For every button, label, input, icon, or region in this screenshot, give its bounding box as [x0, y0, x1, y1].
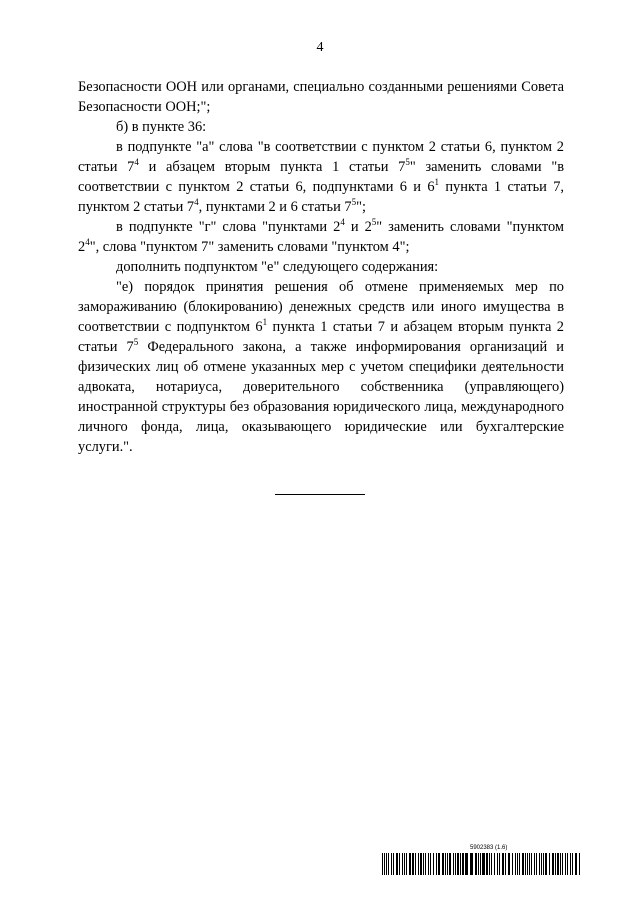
- paragraph: [78, 217, 564, 257]
- paragraph-text: ";: [356, 199, 366, 215]
- barcode-icon: [382, 853, 580, 875]
- barcode-number: 5902383 (1.6): [470, 845, 508, 851]
- superscript: 5: [405, 157, 410, 167]
- superscript: 5: [133, 337, 139, 347]
- paragraph-text: Федерального закона, а также информирования организаций и физических лиц об отмене указанных мер с учетом специфики деятельности адвоката, нотариуса, доверительного собственника (управляющего) иностранной структуры без образования юридического лица, международного личного фонда, лица, оказывающего юридические или бухгалтерские услуги.".: [78, 339, 564, 455]
- paragraph: [78, 257, 564, 277]
- paragraph-text: пункта 1 статьи 7, пунктом 2 статьи 7: [78, 179, 564, 215]
- paragraph: [78, 137, 564, 217]
- superscript: 4: [340, 217, 345, 227]
- document-body: [78, 77, 564, 457]
- page-number: 4: [316, 40, 324, 55]
- superscript: 1: [262, 317, 268, 327]
- paragraph-text: " заменить словами "пунктом 2: [78, 219, 565, 255]
- paragraph-text: и 2: [344, 219, 372, 235]
- paragraph-text: Безопасности ООН или органами, специально созданными решениями Совета Безопасности ООН;";: [78, 79, 564, 115]
- superscript: 4: [85, 237, 90, 247]
- paragraph-text: и абзацем вторым пункта 1 статьи 7: [138, 159, 406, 175]
- superscript: 1: [434, 177, 440, 187]
- end-divider-line: [275, 494, 365, 495]
- paragraph-text: пункта 1 статьи 7 и абзацем вторым пункта 2 статьи 7: [78, 319, 564, 355]
- paragraph-text: "е) порядок принятия решения об отмене применяемых мер по замораживанию (блокированию) денежных средств или иного имущества в соответствии с подпунктом 6: [78, 279, 564, 335]
- paragraph-text: дополнить подпунктом "е" следующего содержания:: [116, 259, 439, 275]
- paragraph-text: ", слова "пунктом 7" заменить словами "пунктом 4";: [89, 239, 410, 255]
- paragraph: [78, 77, 564, 117]
- paragraph-text: в подпункте "а" слова "в соответствии с пунктом 2 статьи 6, пунктом 2 статьи 7: [78, 139, 564, 175]
- paragraph-text: б) в пункте 36:: [116, 119, 207, 135]
- paragraph-text: , пунктами 2 и 6 статьи 7: [198, 199, 352, 215]
- paragraph: [78, 277, 564, 457]
- paragraph: [78, 117, 564, 137]
- superscript: 5: [351, 197, 357, 207]
- paragraph-text: в подпункте "г" слова "пунктами 2: [116, 219, 341, 235]
- paragraph-text: " заменить словами "в соответствии с пунктом 2 статьи 6, подпунктами 6 и 6: [78, 159, 564, 195]
- superscript: 4: [134, 157, 139, 167]
- superscript: 4: [194, 197, 199, 207]
- superscript: 5: [371, 217, 377, 227]
